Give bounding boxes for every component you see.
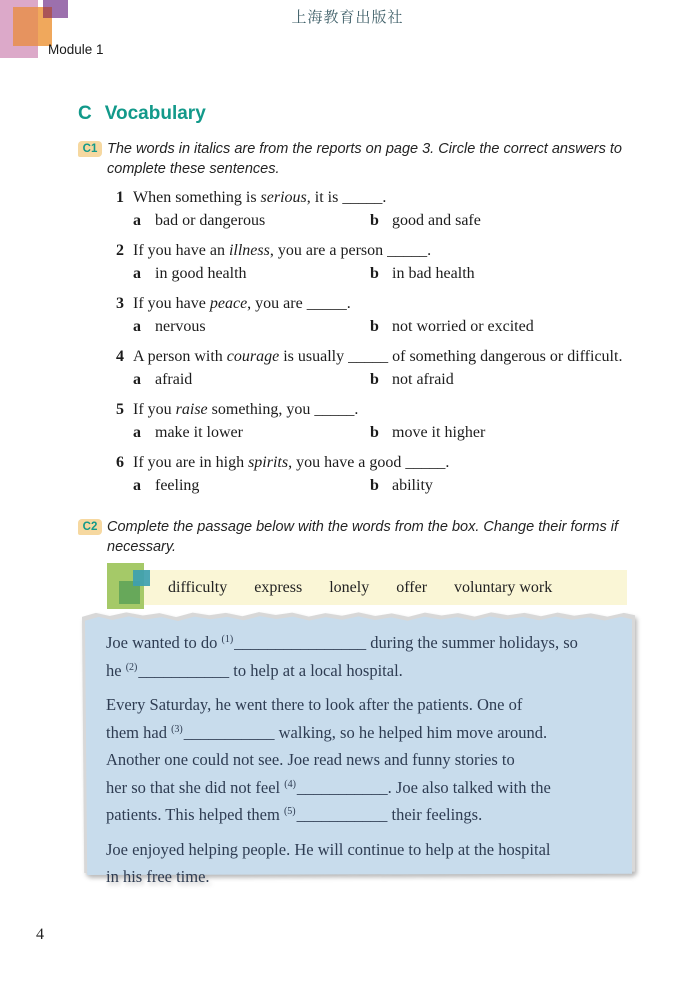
- word-box-word: offer: [396, 578, 428, 596]
- question-text: [133, 452, 628, 475]
- page-number: 4: [36, 926, 44, 943]
- option-a: [133, 263, 370, 286]
- passage-line: [106, 691, 612, 719]
- option-text: nervous: [155, 317, 206, 335]
- stem-post: something, you _____.: [207, 401, 359, 418]
- stem-post: , it is _____.: [306, 189, 387, 206]
- passage-paragraph-2: [106, 691, 612, 829]
- option-a: [133, 422, 370, 445]
- question-text: [133, 240, 628, 263]
- line-text: Joe enjoyed helping people. He will continue to help at the hospital: [106, 839, 551, 859]
- option-letter: b: [370, 370, 379, 388]
- option-b: [370, 263, 475, 286]
- line-text: them had: [106, 722, 172, 742]
- line-text: in his free time.: [106, 867, 210, 886]
- question-6: [78, 452, 630, 497]
- word-box-word: voluntary work: [454, 578, 553, 596]
- page-content: [78, 102, 630, 886]
- option-a: [133, 210, 370, 233]
- question-3-options: [133, 316, 630, 339]
- option-letter: b: [370, 476, 379, 494]
- option-a: [133, 475, 370, 498]
- question-text: [133, 346, 628, 369]
- passage-line: [106, 629, 612, 657]
- corner-decoration: [0, 0, 80, 70]
- question-text: [133, 399, 628, 422]
- exercise-c1: [78, 139, 630, 497]
- section-letter: C: [78, 103, 92, 124]
- stem-pre: If you: [133, 401, 176, 418]
- option-letter: a: [133, 476, 141, 494]
- question-text: [133, 187, 628, 210]
- line-text: he: [106, 660, 126, 680]
- c2-badge: C2: [78, 519, 102, 535]
- question-2-options: [133, 263, 630, 286]
- question-2-stem: [78, 240, 630, 263]
- line-text: Joe wanted to do: [106, 633, 222, 652]
- blank-number: (1): [221, 634, 234, 645]
- option-letter: a: [133, 370, 141, 388]
- option-letter: b: [370, 211, 379, 229]
- question-number: 3: [116, 295, 124, 312]
- stem-pre: If you have an: [133, 242, 229, 259]
- question-number: 2: [116, 242, 124, 259]
- passage-line: [106, 774, 612, 802]
- option-letter: b: [370, 317, 379, 335]
- option-text: good and safe: [392, 211, 481, 229]
- c1-instruction: The words in italics are from the reports on page 3. Circle the correct answers to complete these sentences.: [107, 141, 622, 177]
- blank-number: (2): [125, 661, 138, 673]
- word-box-words: [107, 570, 627, 605]
- stem-post: is usually _____ of something dangerous or difficult.: [279, 348, 623, 365]
- option-text: in good health: [155, 264, 247, 282]
- c1-badge: C1: [78, 141, 102, 157]
- line-text: ___________. Joe also talked with the: [296, 777, 551, 797]
- question-3: [78, 293, 630, 338]
- question-4: [78, 346, 630, 391]
- question-6-stem: [78, 452, 630, 475]
- question-4-stem: [78, 346, 630, 369]
- option-letter: a: [133, 264, 141, 282]
- option-a: [133, 316, 370, 339]
- option-letter: a: [133, 317, 141, 335]
- blank-number: (4): [284, 778, 296, 790]
- blank-number: (3): [171, 723, 183, 735]
- question-1: [78, 187, 630, 232]
- passage-paragraph-1: [106, 629, 612, 684]
- option-text: not afraid: [392, 370, 454, 388]
- passage-line: [106, 836, 612, 864]
- blank-number: (5): [283, 806, 296, 817]
- question-number: 1: [116, 189, 124, 206]
- passage-text: [106, 629, 612, 898]
- stem-pre: If you are in high: [133, 454, 249, 471]
- option-b: [370, 210, 481, 233]
- question-number: 4: [116, 348, 124, 365]
- question-5: [78, 399, 630, 444]
- question-4-options: [133, 369, 630, 392]
- question-5-stem: [78, 399, 630, 422]
- option-letter: b: [370, 264, 379, 282]
- stem-post: , you have a good _____.: [288, 454, 450, 471]
- line-text: ___________ to help at a local hospital.: [138, 660, 403, 680]
- option-text: make it lower: [155, 423, 243, 441]
- line-text: ___________ their feelings.: [296, 805, 483, 824]
- teal-square: [133, 570, 150, 586]
- section-title: Vocabulary: [104, 103, 206, 124]
- question-5-options: [133, 422, 630, 445]
- publisher-header: 上海教育出版社: [291, 10, 404, 26]
- stem-pre: When something is: [133, 189, 261, 206]
- passage-line: [106, 746, 612, 774]
- option-b: [370, 369, 454, 392]
- orange-purple-overlap: [43, 7, 52, 18]
- word-box-word: difficulty: [168, 578, 228, 596]
- c2-header: [78, 517, 630, 557]
- passage-line: [106, 657, 612, 685]
- option-b: [370, 316, 534, 339]
- pink-orange-overlap: [13, 7, 38, 46]
- stem-pre: If you have: [133, 295, 210, 312]
- option-text: move it higher: [392, 423, 486, 441]
- passage-card: [85, 614, 632, 886]
- module-label: Module 1: [48, 42, 104, 57]
- c2-instruction: Complete the passage below with the words from the box. Change their forms if necessary.: [107, 519, 618, 555]
- option-letter: a: [133, 423, 141, 441]
- line-text: Another one could not see. Joe read news and funny stories to: [106, 750, 515, 769]
- exercise-c2: [78, 517, 630, 886]
- section-heading: [78, 102, 630, 126]
- line-text: ________________ during the summer holidays, so: [234, 633, 578, 652]
- italic-vocab-word: spirits: [248, 454, 289, 471]
- option-a: [133, 369, 370, 392]
- option-text: bad or dangerous: [155, 211, 266, 229]
- option-text: in bad health: [392, 264, 475, 282]
- option-text: feeling: [155, 476, 200, 494]
- option-text: ability: [392, 476, 433, 494]
- question-1-stem: [78, 187, 630, 210]
- line-text: ___________ walking, so he helped him move around.: [183, 722, 548, 742]
- line-text: patients. This helped them: [106, 805, 284, 824]
- option-text: afraid: [155, 370, 193, 388]
- question-number: 6: [116, 454, 124, 471]
- c1-header: [78, 139, 630, 179]
- option-b: [370, 422, 485, 445]
- passage-line: [106, 801, 612, 829]
- stem-post: , you are _____.: [247, 295, 351, 312]
- passage-line: [106, 863, 612, 891]
- option-letter: a: [133, 211, 141, 229]
- passage-paragraph-3: [106, 836, 612, 891]
- option-text: not worried or excited: [392, 317, 534, 335]
- italic-vocab-word: raise: [175, 401, 208, 418]
- question-1-options: [133, 210, 630, 233]
- question-2: [78, 240, 630, 285]
- passage-line: [106, 719, 612, 747]
- line-text: her so that she did not feel: [106, 777, 285, 797]
- question-6-options: [133, 475, 630, 498]
- option-b: [370, 475, 433, 498]
- question-number: 5: [116, 401, 124, 418]
- stem-post: , you are a person _____.: [269, 242, 432, 259]
- italic-vocab-word: serious: [260, 189, 307, 206]
- question-text: [133, 293, 628, 316]
- italic-vocab-word: courage: [226, 348, 280, 365]
- italic-vocab-word: peace: [209, 295, 248, 312]
- italic-vocab-word: illness: [228, 242, 270, 259]
- line-text: Every Saturday, he went there to look after the patients. One of: [106, 695, 523, 714]
- question-3-stem: [78, 293, 630, 316]
- stem-pre: A person with: [133, 348, 227, 365]
- word-box-word: express: [254, 578, 303, 596]
- word-box: [107, 570, 627, 605]
- option-letter: b: [370, 423, 379, 441]
- word-box-word: lonely: [329, 578, 370, 596]
